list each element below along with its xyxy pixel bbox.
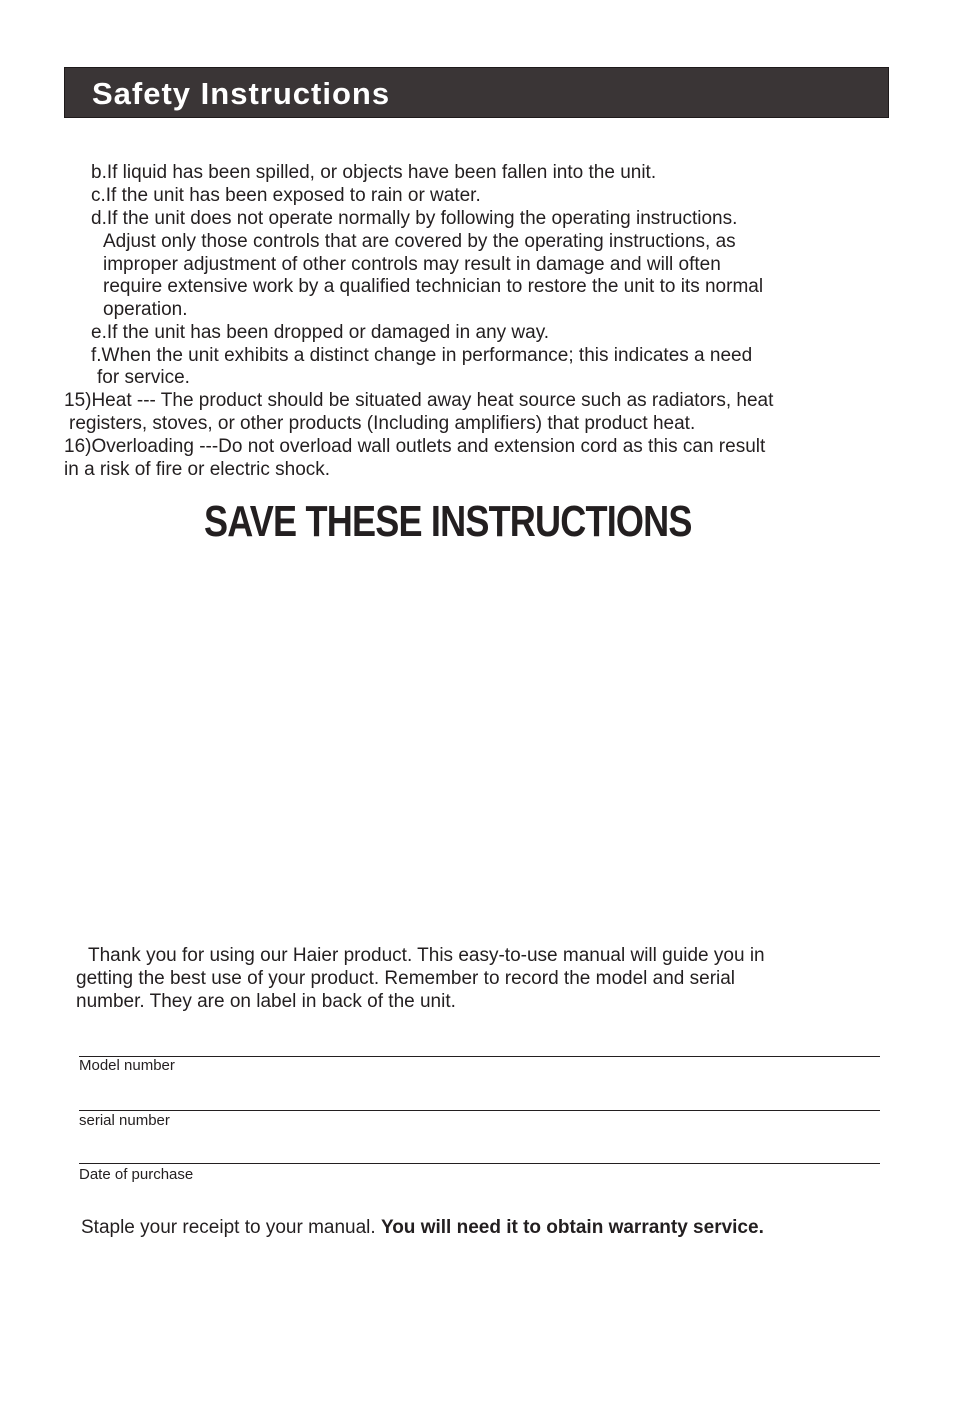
instruction-line: d.If the unit does not operate normally by following the operating instructions. [91,208,738,229]
instruction-line: Adjust only those controls that are covered by the operating instructions, as [103,231,736,252]
save-instructions-heading: SAVE THESE INSTRUCTIONS [204,497,692,546]
instruction-line: require extensive work by a qualified technician to restore the unit to its normal [103,276,764,297]
serial-number-line[interactable] [79,1110,880,1111]
section-title: Safety Instructions [92,76,391,111]
instruction-line: e.If the unit has been dropped or damaged in any way. [91,322,550,343]
thank-you-line: Thank you for using our Haier product. This easy-to-use manual will guide you in [88,945,765,966]
instruction-line: 15)Heat --- The product should be situated away heat source such as radiators, heat [64,390,774,411]
instruction-line: registers, stoves, or other products (Including amplifiers) that product heat. [69,413,696,434]
instruction-line: in a risk of fire or electric shock. [64,459,331,480]
instruction-line: for service. [97,367,190,388]
instruction-line: b.If liquid has been spilled, or objects have been fallen into the unit. [91,162,657,183]
date-of-purchase-label: Date of purchase [79,1166,194,1183]
instruction-line: improper adjustment of other controls may result in damage and will often [103,254,721,275]
instruction-line: 16)Overloading ---Do not overload wall outlets and extension cord as this can result [64,436,766,457]
section-header-bar [64,67,889,118]
model-number-label: Model number [79,1057,175,1074]
warranty-note-bold: You will need it to obtain warranty service. [380,1217,764,1238]
staple-note-text: Staple your receipt to your manual. [81,1217,381,1238]
instruction-line: c.If the unit has been exposed to rain or water. [91,185,481,206]
staple-receipt-note [81,1216,764,1240]
date-of-purchase-line[interactable] [79,1163,880,1164]
thank-you-line: number. They are on label in back of the unit. [76,991,456,1012]
instruction-line: f.When the unit exhibits a distinct change in performance; this indicates a need [91,345,753,366]
thank-you-line: getting the best use of your product. Remember to record the model and serial [76,968,736,989]
model-number-line[interactable] [79,1056,880,1057]
serial-number-label: serial number [79,1112,170,1129]
instruction-line: operation. [103,299,188,320]
